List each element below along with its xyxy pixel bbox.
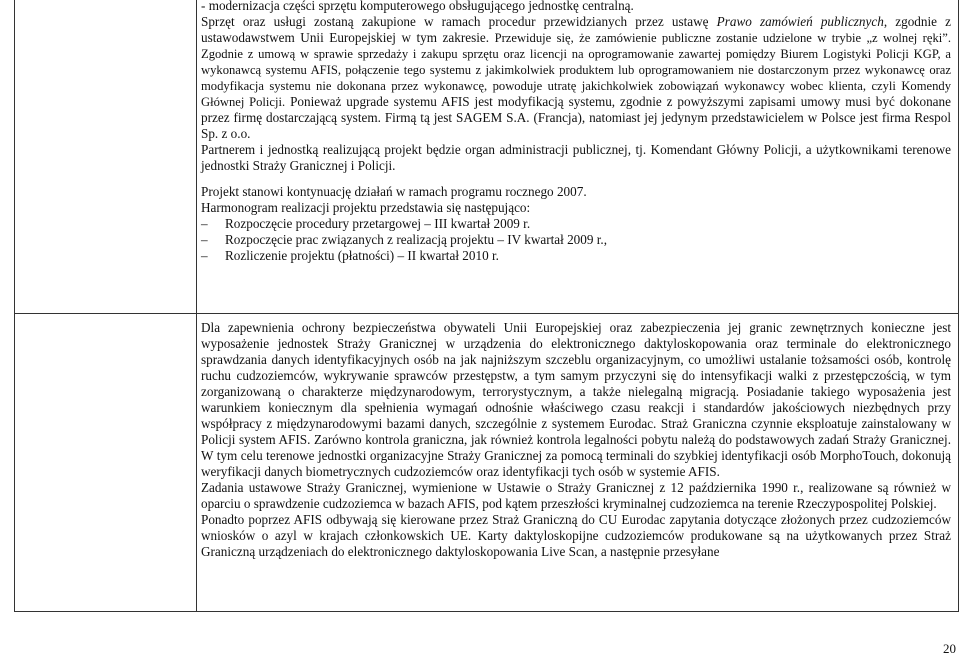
schedule-item: – Rozliczenie projektu (płatności) – II kwartał 2010 r. (201, 248, 499, 263)
table-border-left (14, 0, 15, 612)
table-border-bottom (14, 611, 959, 612)
page-number: 20 (943, 641, 956, 656)
table-row-divider (14, 313, 959, 314)
continuation-paragraph: Projekt stanowi kontynuację działań w ramach programu rocznego 2007. (201, 184, 587, 199)
tasks-paragraph: Zadania ustawowe Straży Granicznej, wymienione w Ustawie o Straży Granicznej z 12 października 1990 r., realizowane są również w oparciu o sprawdzenie cudzoziemca w bazach AFIS, pod kątem przeszłości kryminalnej cudzoziemca na terenie Rzeczypospolitej Polskiej. (201, 480, 951, 511)
table-cell-upper (201, 0, 951, 264)
procurement-paragraph: Sprzęt oraz usługi zostaną zakupione w ramach procedur przewidzianych przez ustawę Prawo zamówień publicznych, zgodnie z ustawodawstwem Unii Europejskiej w tym zakresie. Przewiduje się, że zamówienie publiczne zostanie udzielone w trybie „z wolnej ręki”. Zgodnie z umową w sprawie sprzedaży i zakupu sprzętu oraz licencji na oprogramowanie zawartej pomiędzy Biurem Logistyki Policji KGP, a wykonawcą systemu AFIS, połączenie tego systemu z jakimkolwiek produktem lub oprogramowaniem nie dostarczonym przez wykonawcę oraz modyfikacja systemu nie dokonana przez wykonawcę, powoduje utratę jakichkolwiek zobowiązań wykonawcy wobec klienta, czyli Komendy Głównej Policji. Ponieważ upgrade systemu AFIS jest modyfikacją systemu, zgodnie z powyższymi zapisami umowy musi być dokonane przez firmę dostarczającą system. Firmą tą jest SAGEM S.A. (Francja), natomiast jej jedynym przedstawicielem w Polsce jest firma Respol Sp. z o.o. (201, 14, 952, 141)
table-border-right (958, 0, 959, 612)
schedule-item: – Rozpoczęcie prac związanych z realizacją projektu – IV kwartał 2009 r., (201, 232, 608, 247)
table-cell-lower (201, 320, 951, 560)
table-column-divider (196, 0, 197, 612)
schedule-heading: Harmonogram realizacji projektu przedstawia się następująco: (201, 200, 531, 215)
schedule-item: – Rozpoczęcie procedury przetargowej – III kwartał 2009 r. (201, 216, 531, 231)
intro-line: - modernizacja części sprzętu komputerowego obsługującego jednostkę centralną. (201, 0, 634, 13)
eurodac-paragraph: Ponadto poprzez AFIS odbywają się kierowane przez Straż Graniczną do CU Eurodac zapytania dotyczące złożonych przez cudzoziemców wniosków o azyl w krajach członkowskich UE. Karty daktyloskopijne cudzoziemców produkowane są na użytkowanych przez Straż Graniczną urządzeniach do elektronicznego daktyloskopowania Live Scan, a następnie przesyłane (201, 512, 951, 559)
security-paragraph: Dla zapewnienia ochrony bezpieczeństwa obywateli Unii Europejskiej oraz zabezpieczenia jej granic zewnętrznych konieczne jest wyposażenie jednostek Straży Granicznej w urządzenia do elektronicznego daktyloskopowania oraz terminale do elektronicznego sprawdzania danych identyfikacyjnych osób na jak najniższym szczeblu organizacyjnym, co umożliwi ustalanie tożsamości osób, kontrolę ruchu cudzoziemców, wykrywanie sprawców przestępstw, a tym samym przyczyni się do intensyfikacji walki z przestępczością, w tym zorganizowaną o charakterze międzynarodowym, terrorystycznym, a także nielegalną migracją. Posiadanie takiego wyposażenia jest warunkiem koniecznym dla spełnienia wymagań odnośnie właściwego czasu reakcji i standardów jakościowych niezbędnych przy współpracy z międzynarodowymi bazami danych, szczególnie z systemem Eurodac. Straż Graniczna czynnie eksploatuje zainstalowany w Policji system AFIS. Zarówno kontrola graniczna, jak również kontrola legalności pobytu należą do podstawowych zadań Straży Granicznej. W tym celu terenowe jednostki organizacyjne Straży Granicznej za pomocą terminali do szybkiej identyfikacji osób MorphoTouch, dokonują weryfikacji danych biometrycznych cudzoziemców oraz identyfikacji tych osób w systemie AFIS. (201, 320, 951, 479)
partner-paragraph: Partnerem i jednostką realizującą projekt będzie organ administracji publicznej, tj. Komendant Główny Policji, a użytkownikami terenowe jednostki Straży Granicznej i Policji. (201, 142, 951, 173)
